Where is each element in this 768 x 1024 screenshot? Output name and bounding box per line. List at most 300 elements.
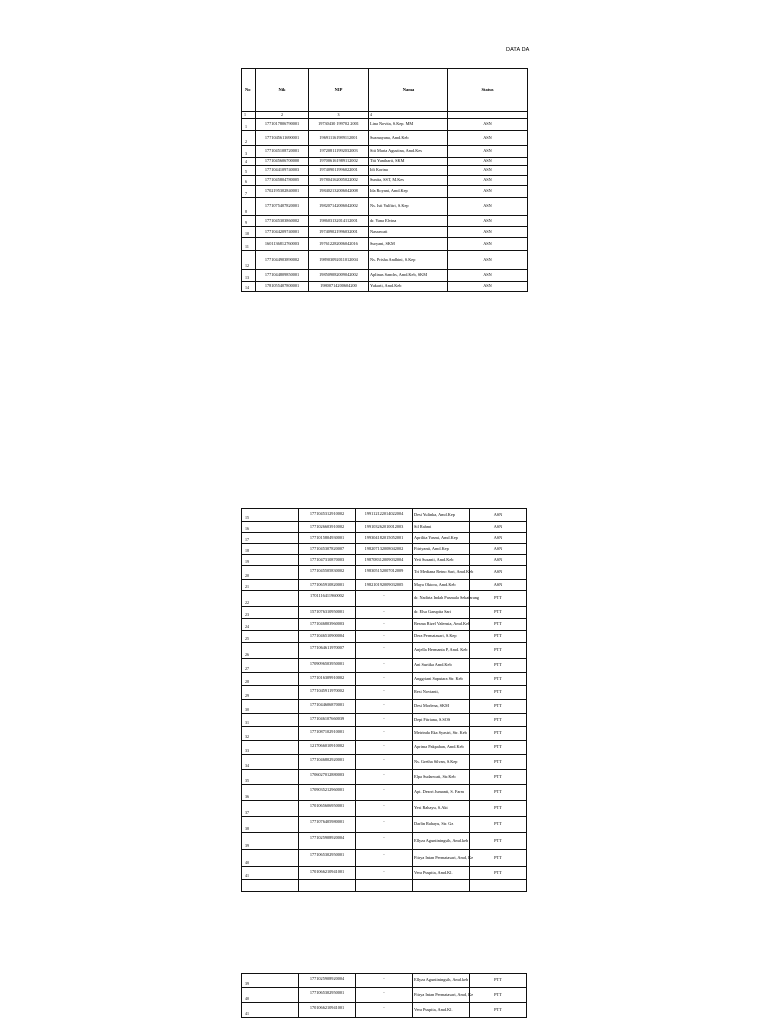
cell-no bbox=[242, 186, 256, 198]
cell-nama: Dept Fitriana, S.SOS bbox=[413, 714, 470, 727]
cell-nip: 197006161989112002 bbox=[309, 158, 369, 166]
cell-status: ASN bbox=[470, 533, 527, 544]
table-row bbox=[242, 119, 528, 131]
cell-nama: Lina Novita, S.Kep. MM bbox=[369, 119, 448, 131]
cell-nip: 196911161989112001 bbox=[309, 131, 369, 146]
cell-nip: - bbox=[356, 643, 413, 659]
cell-status bbox=[470, 880, 527, 892]
table-row bbox=[242, 785, 527, 801]
cell-status: PTT bbox=[470, 659, 527, 673]
cell-no bbox=[242, 867, 299, 880]
cell-no bbox=[242, 566, 299, 580]
cell-status: PTT bbox=[470, 755, 527, 770]
cell-status: PTT bbox=[470, 867, 527, 880]
cell-no bbox=[242, 131, 256, 146]
table-row bbox=[242, 533, 527, 544]
row-number: 41 bbox=[245, 1011, 249, 1016]
cell-nik: 1771075407820001 bbox=[256, 198, 309, 216]
cell-nama: Yukarti, Amd.Keb bbox=[369, 282, 448, 292]
cell-no bbox=[242, 643, 299, 659]
cell-nik: 1771017806790001 bbox=[256, 119, 309, 131]
cell-status: ASN bbox=[470, 544, 527, 555]
cell-no bbox=[242, 974, 299, 988]
row-number: 9 bbox=[245, 220, 247, 225]
table-row bbox=[242, 714, 527, 727]
cell-nik: 1217066010910002 bbox=[299, 741, 356, 755]
cell-no bbox=[242, 216, 256, 227]
cell-nama: Ns. Isti Yulfitri, S.Kep bbox=[369, 198, 448, 216]
cell-status: ASN bbox=[448, 198, 528, 216]
cell-nama: dr. Nadirta Indah Pusmala Sekatarang bbox=[413, 591, 470, 607]
cell-nip: - bbox=[356, 741, 413, 755]
cell-no bbox=[242, 166, 256, 176]
cell-nama: Suzmayana, Amd.Keb bbox=[369, 131, 448, 146]
cell-nik bbox=[299, 880, 356, 892]
cell-nik: 1701065606950001 bbox=[299, 801, 356, 817]
header-no: No bbox=[242, 69, 256, 112]
row-number: 31 bbox=[245, 720, 249, 725]
cell-nip: 198708312009032004 bbox=[356, 555, 413, 566]
cell-nik: 1771025908920004 bbox=[299, 833, 356, 850]
cell-nama: Besma Rizel Valensia, Amd.Keb bbox=[413, 619, 470, 631]
cell-no bbox=[242, 251, 256, 270]
table-row bbox=[242, 801, 527, 817]
cell-nik: 1771046802920001 bbox=[299, 755, 356, 770]
cell-status: PTT bbox=[470, 741, 527, 755]
row-number: 10 bbox=[245, 231, 249, 236]
table-row bbox=[242, 850, 527, 867]
row-number: 7 bbox=[245, 191, 247, 196]
table-row bbox=[242, 880, 527, 892]
cell-no bbox=[242, 158, 256, 166]
column-index-nama: 4 bbox=[369, 112, 448, 119]
cell-nik: 1771044903890002 bbox=[256, 251, 309, 270]
cell-nip: - bbox=[356, 770, 413, 785]
table-row bbox=[242, 555, 527, 566]
cell-nama: Meirinda Eka Syastri, Str. Keb bbox=[413, 727, 470, 741]
cell-nama: Vera Puspita, Amd.Kl. bbox=[413, 867, 470, 880]
cell-nik: 1771016309910002 bbox=[299, 673, 356, 686]
table-row bbox=[242, 727, 527, 741]
table-row bbox=[242, 566, 527, 580]
cell-nama: Ida Royani, Amd.Kep bbox=[369, 186, 448, 198]
cell-status: ASN bbox=[470, 555, 527, 566]
cell-status: PTT bbox=[470, 974, 527, 988]
cell-status: PTT bbox=[470, 785, 527, 801]
cell-no bbox=[242, 659, 299, 673]
cell-nama: dr. Yana Elvina bbox=[369, 216, 448, 227]
cell-nik: 1771045108720001 bbox=[256, 146, 309, 158]
cell-nip: - bbox=[356, 988, 413, 1003]
cell-status: PTT bbox=[470, 607, 527, 619]
cell-nama: Anggriani Saputara Str. Keb bbox=[413, 673, 470, 686]
row-number: 28 bbox=[245, 679, 249, 684]
cell-no bbox=[242, 619, 299, 631]
header-nik: Nik bbox=[256, 69, 309, 112]
cell-nik: 1601136812760003 bbox=[256, 238, 309, 251]
cell-nama: Aprilita Yasmi, Amd.Kep bbox=[413, 533, 470, 544]
row-number: 34 bbox=[245, 763, 249, 768]
cell-nip: 199112122014022004 bbox=[356, 509, 413, 522]
header-nama: Nama bbox=[369, 69, 448, 112]
cell-nama: Aplinus Sanchs, Amd.Keb, SKM bbox=[369, 270, 448, 282]
cell-nama: Ellyza Aguntiningsih, Amd.keb bbox=[413, 974, 470, 988]
row-number: 22 bbox=[245, 600, 249, 605]
cell-nama: Desi Yulinka, Amd.Kep bbox=[413, 509, 470, 522]
header-row bbox=[242, 69, 528, 112]
cell-nip: - bbox=[356, 817, 413, 833]
row-number: 24 bbox=[245, 624, 249, 629]
column-index-row bbox=[242, 112, 528, 119]
row-number: 5 bbox=[245, 169, 247, 174]
cell-nik: 1771045804780005 bbox=[256, 176, 309, 186]
cell-nik: 1771045303860002 bbox=[256, 216, 309, 227]
cell-nip: - bbox=[356, 659, 413, 673]
cell-no bbox=[242, 607, 299, 619]
cell-nama: Vera Puspita, Amd.Kl. bbox=[413, 1003, 470, 1018]
cell-nip: - bbox=[356, 619, 413, 631]
cell-no bbox=[242, 176, 256, 186]
table-row bbox=[242, 580, 527, 591]
cell-no bbox=[242, 282, 256, 292]
cell-nama: dr. Elsa Garupita Sari bbox=[413, 607, 470, 619]
cell-nik: 1771046107660039 bbox=[299, 714, 356, 727]
cell-nama: Resi Novianti, bbox=[413, 686, 470, 700]
cell-nip: 198305152007012009 bbox=[356, 566, 413, 580]
cell-no bbox=[242, 988, 299, 1003]
cell-no bbox=[242, 631, 299, 643]
cell-no bbox=[242, 801, 299, 817]
row-number: 12 bbox=[245, 263, 249, 268]
cell-no bbox=[242, 119, 256, 131]
cell-nip: - bbox=[356, 714, 413, 727]
row-number: 1 bbox=[245, 124, 247, 129]
cell-nip: - bbox=[356, 785, 413, 801]
table-row bbox=[242, 833, 527, 850]
cell-no bbox=[242, 544, 299, 555]
row-number: 36 bbox=[245, 794, 249, 799]
cell-nama: Dera Permatasari, S.Kep bbox=[413, 631, 470, 643]
cell-nama: Suryani, SKM bbox=[369, 238, 448, 251]
cell-nip bbox=[356, 880, 413, 892]
table-row bbox=[242, 619, 527, 631]
cell-nik: 1771076405980001 bbox=[299, 817, 356, 833]
cell-nik: 1771026603910002 bbox=[299, 522, 356, 533]
table-row bbox=[242, 817, 527, 833]
cell-nik: 1771087102910001 bbox=[299, 727, 356, 741]
cell-no bbox=[242, 591, 299, 607]
cell-nip: 19730430 199702 2001 bbox=[309, 119, 369, 131]
row-number: 3 bbox=[245, 151, 247, 156]
cell-status: PTT bbox=[470, 988, 527, 1003]
cell-no bbox=[242, 238, 256, 251]
cell-nik: 1709035212960001 bbox=[299, 785, 356, 801]
cell-status: PTT bbox=[470, 619, 527, 631]
cell-no bbox=[242, 522, 299, 533]
cell-status: PTT bbox=[470, 631, 527, 643]
cell-status: ASN bbox=[470, 509, 527, 522]
table-row bbox=[242, 251, 528, 270]
row-number: 29 bbox=[245, 693, 249, 698]
table-row bbox=[242, 867, 527, 880]
cell-status: PTT bbox=[470, 1003, 527, 1018]
cell-no bbox=[242, 714, 299, 727]
cell-nik: 1771046510900004 bbox=[299, 631, 356, 643]
cell-nama: Fitrya Intan Permatasari, Amd, Ke bbox=[413, 988, 470, 1003]
cell-nip: 198207142006042002 bbox=[309, 198, 369, 216]
cell-nip: - bbox=[356, 974, 413, 988]
cell-status: PTT bbox=[470, 727, 527, 741]
header-status: Status bbox=[448, 69, 528, 112]
cell-nik: 1771046803960003 bbox=[299, 619, 356, 631]
table-row bbox=[242, 198, 528, 216]
cell-nama: Ellyza Aguntiningsih, Amd.keb bbox=[413, 833, 470, 850]
table-row bbox=[242, 591, 527, 607]
row-number: 26 bbox=[245, 652, 249, 657]
cell-no bbox=[242, 850, 299, 867]
row-number: 41 bbox=[245, 873, 249, 878]
row-number: 14 bbox=[245, 285, 249, 290]
cell-no bbox=[242, 770, 299, 785]
cell-status: PTT bbox=[470, 833, 527, 850]
cell-nik: 1709096503950001 bbox=[299, 659, 356, 673]
cell-no bbox=[242, 146, 256, 158]
table-row bbox=[242, 544, 527, 555]
cell-status: PTT bbox=[470, 700, 527, 714]
table-row bbox=[242, 673, 527, 686]
cell-status: ASN bbox=[448, 158, 528, 166]
cell-nik: 1701116411960002 bbox=[299, 591, 356, 607]
row-number: 23 bbox=[245, 612, 249, 617]
cell-no bbox=[242, 833, 299, 850]
cell-nama: Aprima Pakpahan, Amd.Keb bbox=[413, 741, 470, 755]
cell-nik: 1771044809850001 bbox=[256, 270, 309, 282]
cell-nip: 199103262010012003 bbox=[356, 522, 413, 533]
cell-nama: Apt. Dezrri Jumanti, S. Farm bbox=[413, 785, 470, 801]
row-number: 38 bbox=[245, 826, 249, 831]
column-index-nik: 2 bbox=[256, 112, 309, 119]
cell-nip: 198210192009032005 bbox=[356, 580, 413, 591]
cell-nik: 1706027012880003 bbox=[299, 770, 356, 785]
row-number: 20 bbox=[245, 573, 249, 578]
cell-no bbox=[242, 880, 299, 892]
cell-nip: 198207132008042002 bbox=[356, 544, 413, 555]
cell-nama: Fitriyanti, Amd.Kep bbox=[413, 544, 470, 555]
cell-nama: Elpa Sudarwati, Str.Keb bbox=[413, 770, 470, 785]
cell-status: ASN bbox=[448, 251, 528, 270]
table-row bbox=[242, 631, 527, 643]
cell-nik: 1771015804930001 bbox=[299, 533, 356, 544]
row-number: 8 bbox=[245, 209, 247, 214]
page-title: DATA DA bbox=[506, 47, 530, 53]
cell-nik: 1771045307820007 bbox=[299, 544, 356, 555]
cell-status: PTT bbox=[470, 801, 527, 817]
table-row bbox=[242, 270, 528, 282]
row-number: 30 bbox=[245, 707, 249, 712]
cell-nik: 1701066210941001 bbox=[299, 867, 356, 880]
table-row bbox=[242, 659, 527, 673]
cell-nik: 1702195302840001 bbox=[256, 186, 309, 198]
cell-nama: Titi Yuniharti, SKM bbox=[369, 158, 448, 166]
row-number: 40 bbox=[245, 996, 249, 1001]
table-row bbox=[242, 166, 528, 176]
employee-table-page-2 bbox=[241, 508, 527, 892]
row-number: 13 bbox=[245, 275, 249, 280]
table-row bbox=[242, 700, 527, 714]
cell-nama: Yesi Rahayu, S.Akt bbox=[413, 801, 470, 817]
cell-nama bbox=[413, 880, 470, 892]
cell-no bbox=[242, 580, 299, 591]
cell-nip: 19800714200604200 bbox=[309, 282, 369, 292]
table-row bbox=[242, 988, 527, 1003]
cell-nik: 1771044209740001 bbox=[256, 227, 309, 238]
cell-nip: 198402132006042008 bbox=[309, 186, 369, 198]
cell-no bbox=[242, 533, 299, 544]
cell-nip: 197208111992032003 bbox=[309, 146, 369, 158]
cell-nik: 1771044109740003 bbox=[256, 166, 309, 176]
cell-nik: 1771045312910002 bbox=[299, 509, 356, 522]
row-number: 17 bbox=[245, 537, 249, 542]
cell-nama: Tri Mediana Retno Sari, Amd.Keb bbox=[413, 566, 470, 580]
cell-no bbox=[242, 817, 299, 833]
cell-nik: 1771045505830002 bbox=[299, 566, 356, 580]
cell-nip: 197612282006042016 bbox=[309, 238, 369, 251]
cell-no bbox=[242, 227, 256, 238]
cell-nama: Maya Oktora, Amd.Keb bbox=[413, 580, 470, 591]
cell-status: ASN bbox=[448, 216, 528, 227]
cell-status: PTT bbox=[470, 817, 527, 833]
table-row bbox=[242, 686, 527, 700]
table-row bbox=[242, 643, 527, 659]
table-row bbox=[242, 186, 528, 198]
row-number: 11 bbox=[245, 244, 249, 249]
cell-no bbox=[242, 727, 299, 741]
cell-status: PTT bbox=[470, 770, 527, 785]
cell-status: PTT bbox=[470, 686, 527, 700]
table-row bbox=[242, 216, 528, 227]
cell-nik: 1701066210941001 bbox=[299, 1003, 356, 1018]
cell-status: ASN bbox=[448, 227, 528, 238]
cell-nip: - bbox=[356, 673, 413, 686]
cell-nip: 197409021996032001 bbox=[309, 227, 369, 238]
table-row bbox=[242, 176, 528, 186]
cell-nik: 1771065910820001 bbox=[299, 580, 356, 591]
cell-nama: Fitrya Intan Permatasari, Amd, Ke bbox=[413, 850, 470, 867]
cell-nik: 1771044606870001 bbox=[299, 700, 356, 714]
cell-nip: - bbox=[356, 1003, 413, 1018]
cell-nama: Ani Surtika Amd.Keb bbox=[413, 659, 470, 673]
cell-nik: 1771045611690001 bbox=[256, 131, 309, 146]
row-number: 4 bbox=[245, 159, 247, 164]
cell-nama: Anjella Hermanta P, Amd. Keb bbox=[413, 643, 470, 659]
header-nip: NIP bbox=[309, 69, 369, 112]
table-row bbox=[242, 146, 528, 158]
cell-no bbox=[242, 198, 256, 216]
cell-nik: 1771045911970002 bbox=[299, 686, 356, 700]
cell-nama: Yeti Susanti, Amd.Keb bbox=[413, 555, 470, 566]
cell-nip: - bbox=[356, 867, 413, 880]
cell-no bbox=[242, 686, 299, 700]
cell-nip: - bbox=[356, 801, 413, 817]
cell-status: ASN bbox=[448, 282, 528, 292]
cell-nik: 1771047310870003 bbox=[299, 555, 356, 566]
cell-status: ASN bbox=[448, 270, 528, 282]
cell-nip: - bbox=[356, 631, 413, 643]
cell-nip: - bbox=[356, 833, 413, 850]
cell-nip: 197804162005022002 bbox=[309, 176, 369, 186]
employee-table-page-3 bbox=[241, 973, 527, 1018]
cell-no bbox=[242, 509, 299, 522]
cell-no bbox=[242, 673, 299, 686]
cell-nik: 1771025908920004 bbox=[299, 974, 356, 988]
row-number: 27 bbox=[245, 666, 249, 671]
table-row bbox=[242, 1003, 527, 1018]
cell-nik: 1771065302950001 bbox=[299, 850, 356, 867]
table-row bbox=[242, 131, 528, 146]
cell-nip: - bbox=[356, 850, 413, 867]
row-number: 19 bbox=[245, 559, 249, 564]
cell-status: ASN bbox=[448, 131, 528, 146]
cell-nama: Sil Rahmi bbox=[413, 522, 470, 533]
cell-status: ASN bbox=[448, 119, 528, 131]
column-index-nip: 3 bbox=[309, 112, 369, 119]
cell-nip: 198509082009042002 bbox=[309, 270, 369, 282]
row-number: 39 bbox=[245, 843, 249, 848]
row-number: 35 bbox=[245, 778, 249, 783]
row-number: 16 bbox=[245, 526, 249, 531]
cell-no bbox=[242, 700, 299, 714]
row-number: 18 bbox=[245, 548, 249, 553]
cell-no bbox=[242, 555, 299, 566]
row-number: 15 bbox=[245, 515, 249, 520]
cell-nama: Idi Korina bbox=[369, 166, 448, 176]
table-row bbox=[242, 227, 528, 238]
row-number: 32 bbox=[245, 734, 249, 739]
table-row bbox=[242, 509, 527, 522]
cell-status: PTT bbox=[470, 643, 527, 659]
cell-status: ASN bbox=[448, 176, 528, 186]
cell-no bbox=[242, 755, 299, 770]
column-index-status bbox=[448, 112, 528, 119]
cell-nip: - bbox=[356, 755, 413, 770]
row-number: 39 bbox=[245, 981, 249, 986]
cell-status: ASN bbox=[448, 238, 528, 251]
cell-nip: - bbox=[356, 727, 413, 741]
table-row bbox=[242, 770, 527, 785]
cell-nip: - bbox=[356, 700, 413, 714]
cell-no bbox=[242, 741, 299, 755]
cell-nama: Ns. Prisha Andhini, S.Kep bbox=[369, 251, 448, 270]
cell-status: ASN bbox=[470, 522, 527, 533]
cell-nik: 1781055407800001 bbox=[256, 282, 309, 292]
cell-nik: 1571076310950001 bbox=[299, 607, 356, 619]
cell-nama: Desi Morlena, SKM bbox=[413, 700, 470, 714]
row-number: 25 bbox=[245, 636, 249, 641]
cell-nip: 197409011996022001 bbox=[309, 166, 369, 176]
cell-status: PTT bbox=[470, 714, 527, 727]
table-row bbox=[242, 522, 527, 533]
cell-status: PTT bbox=[470, 673, 527, 686]
cell-status: ASN bbox=[448, 186, 528, 198]
cell-nik: 1771065302950001 bbox=[299, 988, 356, 1003]
cell-nama: Sunita, SST, M.Kes bbox=[369, 176, 448, 186]
cell-nama: Siti Maria Agustina, Amd.Kes bbox=[369, 146, 448, 158]
cell-no bbox=[242, 1003, 299, 1018]
cell-nama: Ns. Gretha Silvan, S.Kep bbox=[413, 755, 470, 770]
table-row bbox=[242, 282, 528, 292]
row-number: 21 bbox=[245, 584, 249, 589]
column-index-no: 1 bbox=[242, 112, 256, 119]
